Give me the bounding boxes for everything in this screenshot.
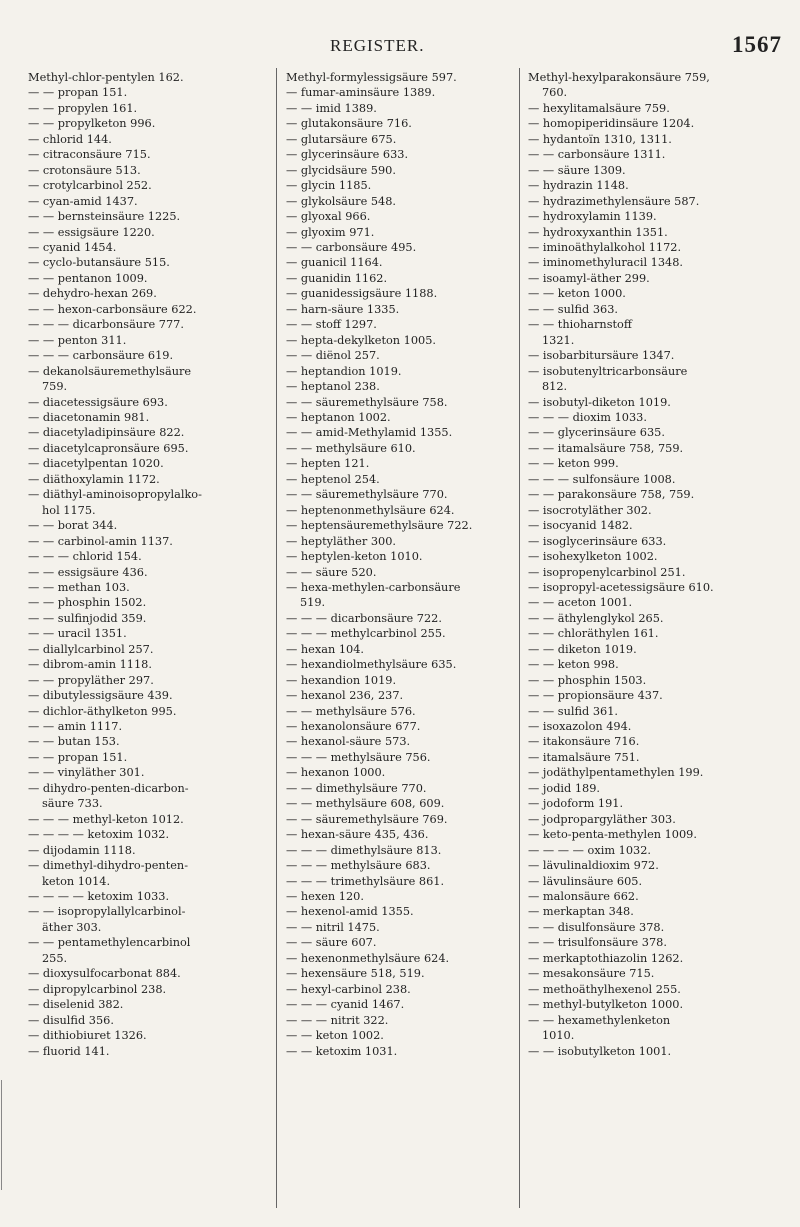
index-entry: — hydrazimethylensäure 587. (528, 194, 700, 208)
index-entry: — — säuremethylsäure 770. (286, 488, 448, 502)
index-entry: — — säure 1309. (528, 163, 626, 177)
index-entry: — — säuremethylsäure 758. (286, 395, 448, 409)
index-entry: — — methylsäure 608, 609. (286, 797, 445, 811)
index-entry: — — parakonsäure 758, 759. (528, 488, 695, 502)
index-entry: — guanicil 1164. (286, 256, 383, 270)
index-entry: — heptanol 238. (286, 380, 380, 394)
index-entry: — cyan-amid 1437. (28, 194, 138, 208)
index-entry: — isohexylketon 1002. (528, 550, 658, 564)
index-entry: — — isopropylallylcarbinol- (28, 905, 186, 919)
index-entry: — diallylcarbinol 257. (28, 642, 154, 656)
index-entry: — isocyanid 1482. (528, 519, 633, 533)
index-entry: — heptyläther 300. (286, 534, 396, 548)
index-entry: — crotonsäure 513. (28, 163, 141, 177)
index-entry: — diacetessigsäure 693. (28, 395, 168, 409)
index-entry: — — keton 998. (528, 658, 619, 672)
index-entry: — dibrom-amin 1118. (28, 658, 152, 672)
index-entry: — glykolsäure 548. (286, 194, 397, 208)
index-entry: — — diketon 1019. (528, 642, 637, 656)
index-entry: — hexanon 1000. (286, 766, 386, 780)
index-entry: — dimethyl-dihydro-penten- (28, 859, 189, 873)
index-entry: Methyl-hexylparakonsäure 759, (528, 71, 710, 84)
index-entry: — glycerinsäure 633. (286, 148, 409, 162)
index-column-3 (528, 70, 790, 1059)
index-column-1 (28, 70, 283, 1059)
index-entry: — — säure 520. (286, 565, 377, 579)
index-entry: — — — nitrit 322. (286, 1013, 389, 1027)
index-entry: — hexanolonsäure 677. (286, 720, 421, 734)
index-entry: — hydantoïn 1310, 1311. (528, 132, 672, 146)
index-entry: — — — carbonsäure 619. (28, 349, 174, 363)
index-entry: — — — methylsäure 683. (286, 859, 431, 873)
index-entry: — jodid 189. (528, 781, 601, 795)
index-entry: — glycidsäure 590. (286, 163, 396, 177)
index-entry: — glyoxal 966. (286, 210, 371, 224)
index-entry: 812. (542, 380, 568, 394)
index-entry: — isobutenyltricarbonsäure (528, 364, 688, 378)
index-entry: — glyoxim 971. (286, 225, 375, 239)
index-entry: — — propylketon 996. (28, 117, 156, 131)
index-entry: — hexa-methylen-carbonsäure (286, 580, 461, 594)
index-entry: — iminomethyluracil 1348. (528, 256, 684, 270)
index-entry: — glutarsäure 675. (286, 132, 397, 146)
index-entry: — fumar-aminsäure 1389. (286, 86, 436, 100)
index-entry: — — pentamethylencarbinol (28, 936, 191, 950)
index-entry: 760. (542, 86, 568, 100)
index-entry: — citraconsäure 715. (28, 148, 151, 162)
index-entry: — — methylsäure 576. (286, 704, 416, 718)
index-entry: — — säuremethylsäure 769. (286, 812, 448, 826)
index-entry: — — — dicarbonsäure 722. (286, 611, 442, 625)
index-entry: — — essigsäure 436. (28, 565, 148, 579)
index-entry: — heptanon 1002. (286, 410, 391, 424)
index-entry: — — hexon-carbonsäure 622. (28, 302, 197, 316)
index-entry: — dichlor-äthylketon 995. (28, 704, 177, 718)
index-entry: — — phosphin 1502. (28, 596, 147, 610)
index-entry: — — diënol 257. (286, 349, 380, 363)
index-entry: — malonsäure 662. (528, 890, 639, 904)
index-entry: — harn-säure 1335. (286, 302, 400, 316)
index-entry: — lävulinsäure 605. (528, 874, 643, 888)
index-entry: — diacetonamin 981. (28, 410, 150, 424)
index-entry: — — methylsäure 610. (286, 441, 416, 455)
index-entry: — — sulfinjodid 359. (28, 611, 147, 625)
index-entry: — — — dioxim 1033. (528, 410, 647, 424)
index-entry: — heptensäuremethylsäure 722. (286, 519, 473, 533)
margin-mark (1, 1080, 2, 1190)
index-entry: — — thioharnstoff (528, 318, 632, 332)
index-entry: — hexylitamalsäure 759. (528, 101, 670, 115)
index-entry: — heptenonmethylsäure 624. (286, 503, 455, 517)
index-entry: — isopropyl-acetessigsäure 610. (528, 580, 714, 594)
index-entry: — hepta-dekylketon 1005. (286, 333, 437, 347)
index-entry: — — sulfid 361. (528, 704, 618, 718)
index-entry: — — bernsteinsäure 1225. (28, 210, 181, 224)
index-entry: — — itamalsäure 758, 759. (528, 441, 684, 455)
index-entry: Methyl-formylessigsäure 597. (286, 71, 457, 84)
index-entry: — glycin 1185. (286, 179, 372, 193)
index-entry: — cyclo-butansäure 515. (28, 256, 170, 270)
index-entry: — — keton 1002. (286, 1029, 384, 1043)
index-entry: — — disulfonsäure 378. (528, 920, 665, 934)
index-entry: — heptandion 1019. (286, 364, 402, 378)
index-entry: — glutakonsäure 716. (286, 117, 412, 131)
index-entry: — — nitril 1475. (286, 920, 380, 934)
index-entry: — merkaptothiazolin 1262. (528, 951, 684, 965)
index-entry: — — uracil 1351. (28, 627, 127, 641)
index-entry: — isocrotyläther 302. (528, 503, 652, 517)
index-entry: — — stoff 1297. (286, 318, 377, 332)
index-entry: — dipropylcarbinol 238. (28, 982, 167, 996)
index-entry: — isobutyl-diketon 1019. (528, 395, 671, 409)
index-entry: 1010. (542, 1029, 575, 1043)
index-entry: — methoäthylhexenol 255. (528, 982, 681, 996)
index-entry: — merkaptan 348. (528, 905, 634, 919)
index-entry: — mesakonsäure 715. (528, 967, 655, 981)
index-entry: — — — chlorid 154. (28, 550, 142, 564)
index-entry: — hydroxyxanthin 1351. (528, 225, 668, 239)
index-entry: — dihydro-penten-dicarbon- (28, 781, 189, 795)
index-entry: — — hexamethylenketon (528, 1013, 671, 1027)
index-entry: — diäthoxylamin 1172. (28, 472, 160, 486)
index-entry: — — propan 151. (28, 750, 128, 764)
index-entry: — hexenol-amid 1355. (286, 905, 414, 919)
index-entry: — — keton 1000. (528, 287, 626, 301)
page-title: REGISTER. (330, 36, 425, 55)
index-entry: Methyl-chlor-pentylen 162. (28, 71, 184, 84)
index-entry: — — dimethylsäure 770. (286, 781, 427, 795)
index-entry: — jodoform 191. (528, 797, 624, 811)
index-entry: — heptylen-keton 1010. (286, 550, 423, 564)
index-entry: — — keton 999. (528, 457, 619, 471)
index-entry: — hydroxylamin 1139. (528, 210, 657, 224)
index-entry: — — glycerinsäure 635. (528, 426, 665, 440)
index-entry: — — phosphin 1503. (528, 673, 647, 687)
index-entry: — — butan 153. (28, 735, 120, 749)
index-entry: — hexensäure 518, 519. (286, 967, 425, 981)
index-entry: 519. (300, 596, 326, 610)
index-entry: — — amin 1117. (28, 720, 123, 734)
index-entry: — — — — oxim 1032. (528, 843, 651, 857)
index-entry: — — isobutylketon 1001. (528, 1044, 672, 1058)
index-entry: — dithiobiuret 1326. (28, 1029, 147, 1043)
index-entry: säure 733. (42, 797, 103, 811)
index-entry: — — — dicarbonsäure 777. (28, 318, 184, 332)
index-entry: — guanidessigsäure 1188. (286, 287, 438, 301)
index-entry: — cyanid 1454. (28, 240, 117, 254)
index-entry: — isobarbitursäure 1347. (528, 349, 675, 363)
index-entry: — dibutylessigsäure 439. (28, 689, 173, 703)
index-entry: 1321. (542, 333, 575, 347)
index-entry: — jodpropargyläther 303. (528, 812, 676, 826)
index-entry: — — imid 1389. (286, 101, 377, 115)
index-entry: — — — cyanid 1467. (286, 998, 405, 1012)
index-entry: — — vinyläther 301. (28, 766, 145, 780)
index-entry: — hexanol-säure 573. (286, 735, 411, 749)
index-entry: — — propan 151. (28, 86, 128, 100)
index-entry: — — pentanon 1009. (28, 271, 148, 285)
column-divider (519, 68, 520, 1208)
index-entry: — — trisulfonsäure 378. (528, 936, 667, 950)
index-entry: — — aceton 1001. (528, 596, 633, 610)
index-entry: — isoamyl-äther 299. (528, 271, 650, 285)
index-entry: — dekanolsäuremethylsäure (28, 364, 192, 378)
index-entry: — hexyl-carbinol 238. (286, 982, 411, 996)
index-entry: — dehydro-hexan 269. (28, 287, 157, 301)
index-entry: — — borat 344. (28, 519, 118, 533)
index-entry: — diacetyladipinsäure 822. (28, 426, 185, 440)
index-entry: — — ketoxim 1031. (286, 1044, 398, 1058)
index-entry: — — — methylsäure 756. (286, 750, 431, 764)
index-entry: — itakonsäure 716. (528, 735, 640, 749)
index-entry: — — propylen 161. (28, 101, 138, 115)
index-entry: — hexandion 1019. (286, 673, 397, 687)
index-entry: — — propyläther 297. (28, 673, 154, 687)
index-entry: — — — methyl-keton 1012. (28, 812, 184, 826)
page-number: 1567 (732, 32, 782, 57)
index-entry: 759. (42, 380, 68, 394)
index-entry: — hydrazin 1148. (528, 179, 629, 193)
index-entry: — — carbonsäure 1311. (528, 148, 666, 162)
index-entry: — heptenol 254. (286, 472, 380, 486)
index-entry: keton 1014. (42, 874, 111, 888)
index-entry: — iminoäthylalkohol 1172. (528, 240, 682, 254)
index-entry: — hexan 104. (286, 642, 364, 656)
index-entry: — hexanol 236, 237. (286, 689, 404, 703)
index-entry: — itamalsäure 751. (528, 750, 640, 764)
index-entry: — disulfid 356. (28, 1013, 114, 1027)
index-entry: — — — methylcarbinol 255. (286, 627, 446, 641)
index-entry: — diäthyl-aminoisopropylalko- (28, 488, 202, 502)
index-entry: — chlorid 144. (28, 132, 112, 146)
index-entry: — homopiperidinsäure 1204. (528, 117, 695, 131)
index-entry: — — — sulfonsäure 1008. (528, 472, 676, 486)
index-entry: — hexandiolmethylsäure 635. (286, 658, 457, 672)
index-entry: — hexenonmethylsäure 624. (286, 951, 450, 965)
index-entry: — — carbinol-amin 1137. (28, 534, 173, 548)
index-entry: — — chloräthylen 161. (528, 627, 659, 641)
index-entry: — fluorid 141. (28, 1044, 110, 1058)
index-entry: — isoglycerinsäure 633. (528, 534, 667, 548)
index-entry: — diacetylcapronsäure 695. (28, 441, 189, 455)
index-entry: — — säure 607. (286, 936, 377, 950)
index-entry: — — — — ketoxim 1032. (28, 828, 170, 842)
index-entry: — dioxysulfocarbonat 884. (28, 967, 181, 981)
index-entry: — guanidin 1162. (286, 271, 388, 285)
index-column-2 (286, 70, 516, 1059)
index-entry: — — sulfid 363. (528, 302, 618, 316)
index-entry: — — essigsäure 1220. (28, 225, 155, 239)
index-entry: hol 1175. (42, 503, 96, 517)
index-entry: — — — dimethylsäure 813. (286, 843, 442, 857)
index-entry: — — äthylenglykol 265. (528, 611, 664, 625)
index-entry: — — methan 103. (28, 580, 130, 594)
index-entry: — lävulinaldioxim 972. (528, 859, 659, 873)
index-entry: — jodäthylpentamethylen 199. (528, 766, 704, 780)
index-entry: — hexen 120. (286, 890, 364, 904)
index-entry: — isoxazolon 494. (528, 720, 632, 734)
index-entry: 255. (42, 951, 68, 965)
index-entry: — methyl-butylketon 1000. (528, 998, 684, 1012)
index-entry: äther 303. (42, 920, 102, 934)
index-entry: — diselenid 382. (28, 998, 124, 1012)
index-entry: — isopropenylcarbinol 251. (528, 565, 686, 579)
page-header (0, 28, 800, 58)
index-entry: — — — trimethylsäure 861. (286, 874, 445, 888)
index-entry: — — — — ketoxim 1033. (28, 890, 170, 904)
index-entry: — crotylcarbinol 252. (28, 179, 152, 193)
index-entry: — dijodamin 1118. (28, 843, 136, 857)
index-entry: — hepten 121. (286, 457, 370, 471)
index-entry: — keto-penta-methylen 1009. (528, 828, 697, 842)
index-entry: — — propionsäure 437. (528, 689, 663, 703)
index-entry: — diacetylpentan 1020. (28, 457, 164, 471)
index-entry: — — carbonsäure 495. (286, 240, 417, 254)
index-entry: — hexan-säure 435, 436. (286, 828, 429, 842)
index-entry: — — amid-Methylamid 1355. (286, 426, 453, 440)
index-entry: — — penton 311. (28, 333, 127, 347)
